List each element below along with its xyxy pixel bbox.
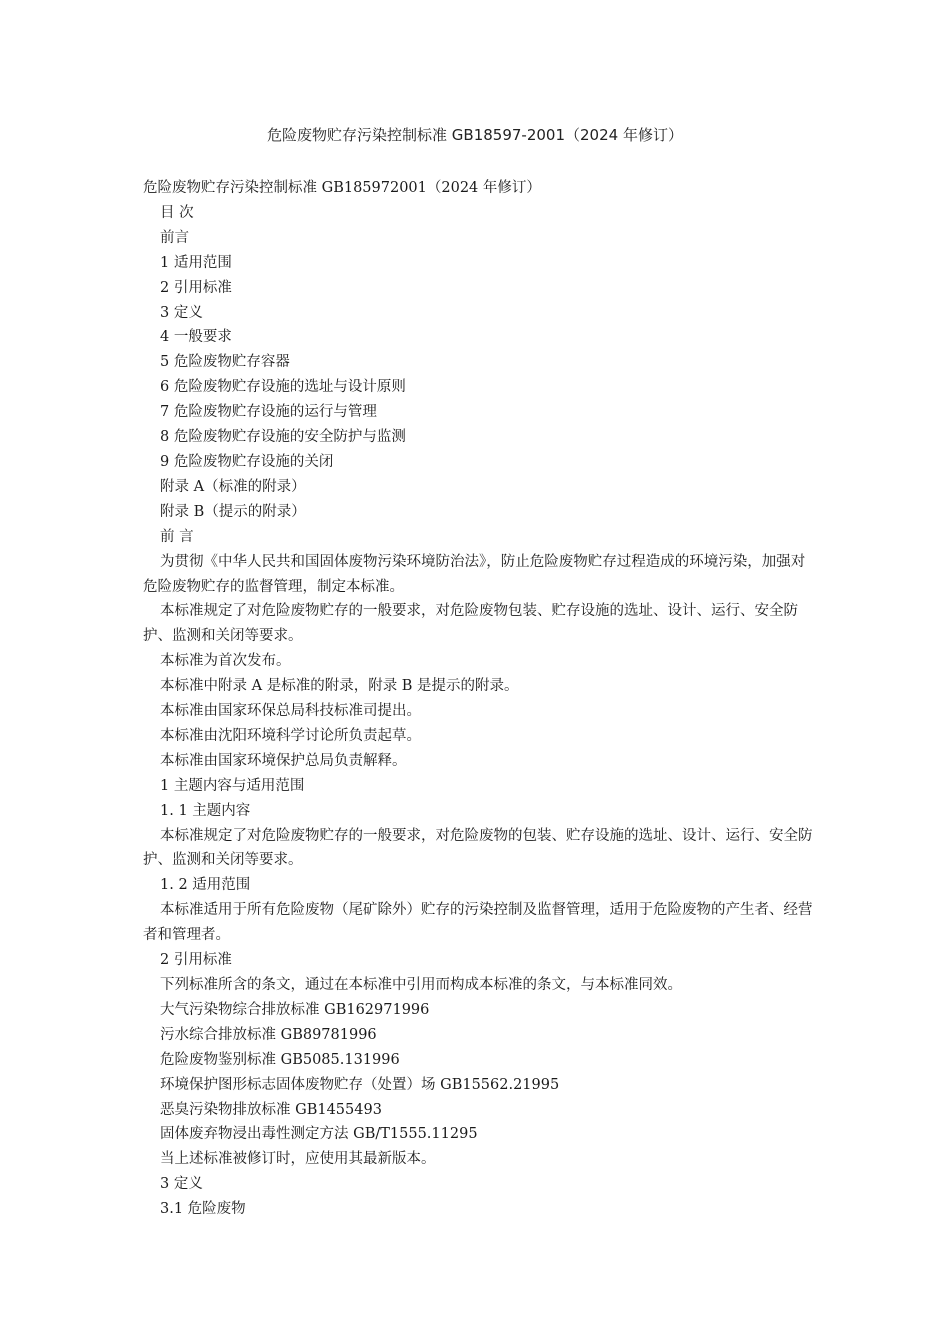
document-line: 6 危险废物贮存设施的选址与设计原则	[160, 379, 406, 396]
document-line: 1. 2 适用范围	[160, 877, 251, 894]
document-line: 7 危险废物贮存设施的运行与管理	[160, 404, 377, 421]
document-line: 1. 1 主题内容	[160, 802, 251, 819]
document-line: 3.1 危险废物	[160, 1201, 246, 1218]
document-line: 4 一般要求	[160, 329, 232, 346]
document-line: 本标准中附录 A 是标准的附录，附录 B 是提示的附录。	[160, 678, 519, 695]
document-line: 目 次	[160, 204, 194, 221]
document-title: 危险废物贮存污染控制标准 GB18597-2001（2024 年修订）	[267, 126, 683, 144]
document-line: 本标准由国家环保总局科技标准司提出。	[160, 703, 421, 720]
document-line: 为贯彻《中华人民共和国固体废物污染环境防治法》，防止危险废物贮存过程造成的环境污染，加强对危险废物贮存的监督管理，制定本标准。	[143, 553, 806, 595]
document-line: 本标准规定了对危险废物贮存的一般要求，对危险废物的包装、贮存设施的选址、设计、运行、安全防护、监测和关闭等要求。	[143, 827, 813, 869]
document-line: 固体废弃物浸出毒性测定方法 GB/T1555.11295	[160, 1126, 478, 1143]
document-line: 附录 A（标准的附录）	[160, 478, 306, 495]
document-line: 5 危险废物贮存容器	[160, 354, 290, 371]
document-line: 前言	[160, 229, 189, 246]
document-line: 1 主题内容与适用范围	[160, 777, 305, 794]
document-line: 下列标准所含的条文，通过在本标准中引用而构成本标准的条文，与本标准同效。	[160, 977, 682, 993]
document-line: 本标准为首次发布。	[160, 653, 291, 670]
document-line: 本标准规定了对危险废物贮存的一般要求，对危险废物包装、贮存设施的选址、设计、运行、安全防护、监测和关闭等要求。	[143, 603, 798, 645]
document-line: 当上述标准被修订时，应使用其最新版本。	[160, 1151, 436, 1168]
document-line: 大气污染物综合排放标准 GB162971996	[160, 1001, 430, 1018]
document-line: 恶臭污染物排放标准 GB1455493	[160, 1101, 382, 1118]
document-line: 3 定义	[160, 1176, 203, 1193]
document-line: 污水综合排放标准 GB89781996	[160, 1026, 377, 1043]
document-line: 危险废物贮存污染控制标准 GB185972001（2024 年修订）	[143, 180, 541, 196]
document-line: 1 适用范围	[160, 254, 232, 271]
document-line: 本标准由国家环境保护总局负责解释。	[160, 752, 407, 769]
document-body	[143, 176, 813, 1222]
document-line: 本标准适用于所有危险废物（尾矿除外）贮存的污染控制及监督管理，适用于危险废物的产生者、经营者和管理者。	[143, 902, 813, 944]
document-line: 2 引用标准	[160, 952, 232, 969]
document-line: 2 引用标准	[160, 279, 232, 296]
document-line: 8 危险废物贮存设施的安全防护与监测	[160, 429, 406, 446]
document-line: 本标准由沈阳环境科学讨论所负责起草。	[160, 727, 421, 744]
document-line: 前 言	[160, 528, 194, 545]
document-line: 环境保护图形标志固体废物贮存（处置）场 GB15562.21995	[160, 1076, 560, 1093]
document-line: 9 危险废物贮存设施的关闭	[160, 453, 334, 470]
document-line: 危险废物鉴别标准 GB5085.131996	[160, 1051, 400, 1068]
document-line: 附录 B（提示的附录）	[160, 503, 306, 520]
document-line: 3 定义	[160, 304, 203, 321]
